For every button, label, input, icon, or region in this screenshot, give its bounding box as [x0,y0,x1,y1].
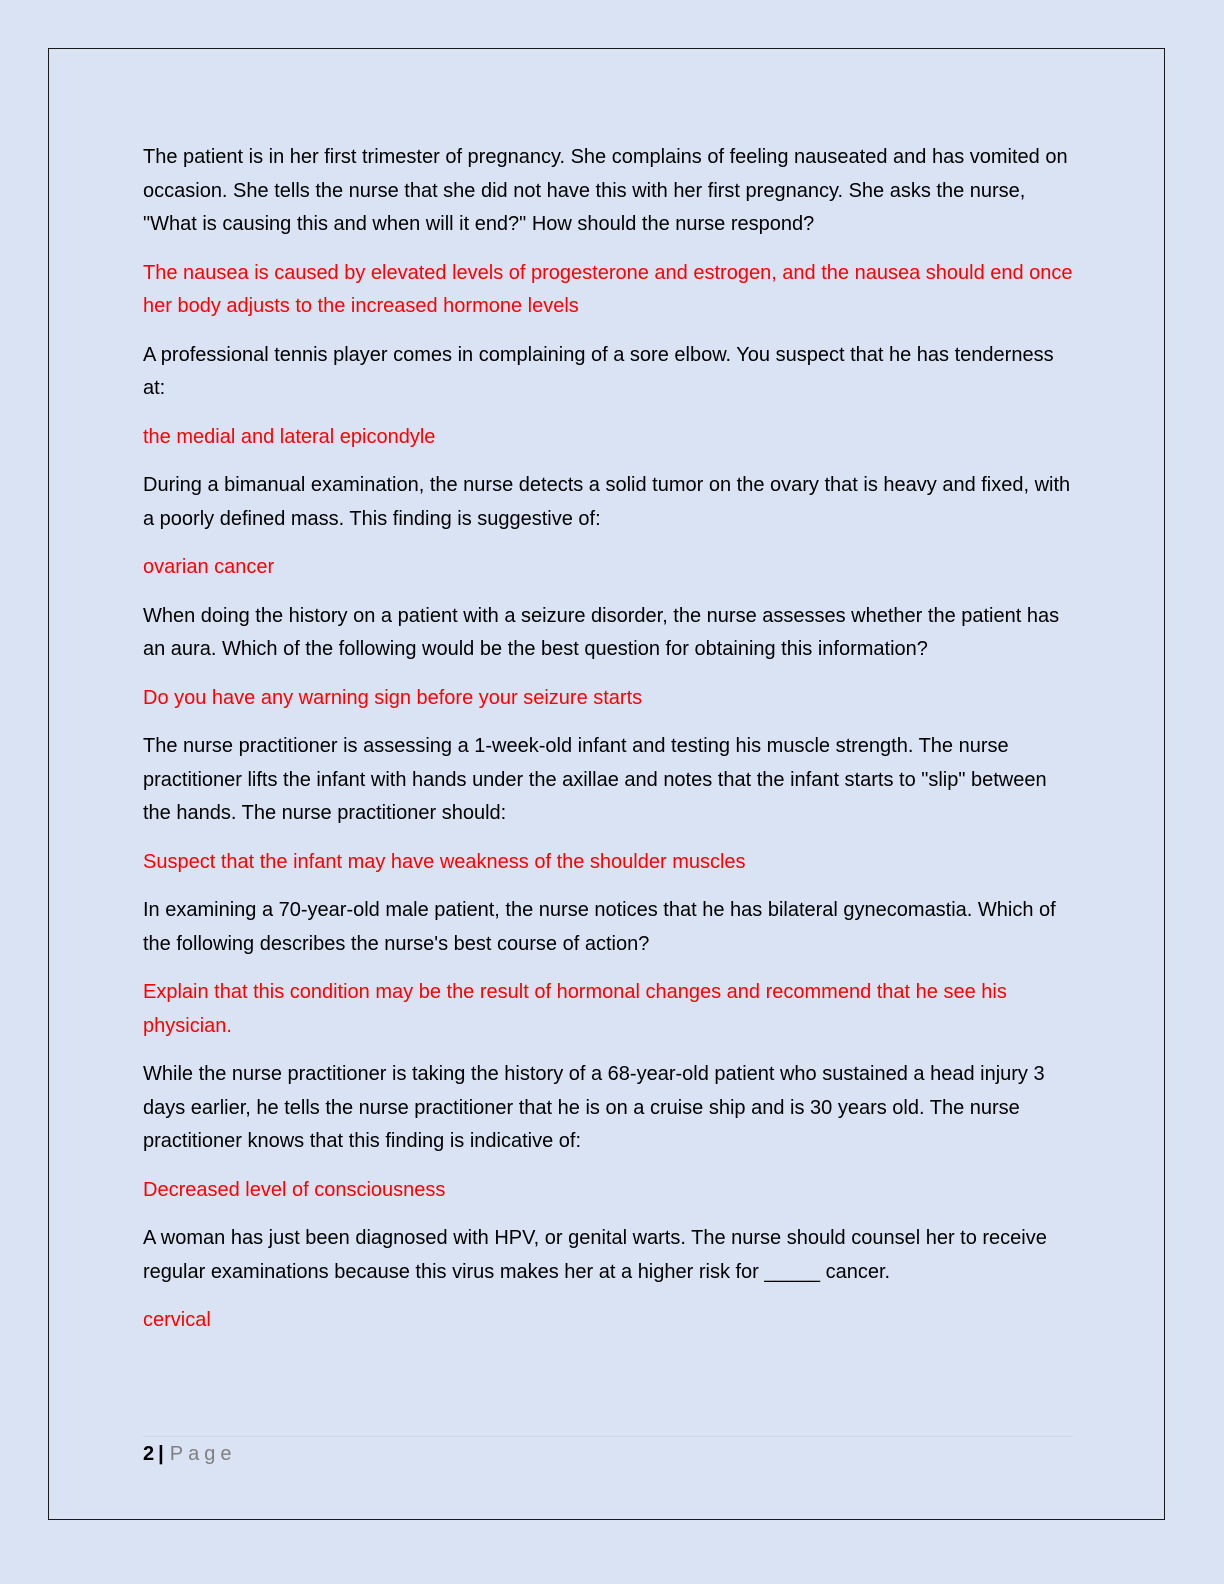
qa-item-1 [143,141,1073,324]
qa-item-7 [143,1058,1073,1207]
answer-text: Decreased level of consciousness [143,1178,446,1201]
qa-item-6 [143,894,1073,1043]
question-text: The nurse practitioner is assessing a 1-week-old infant and testing his muscle strength. The nurse practitioner lifts the infant with hands under the axillae and notes that the infant starts to "slip" between the hands. The nurse practitioner should: [143,735,1047,824]
answer-text: Suspect that the infant may have weakness of the shoulder muscles [143,850,746,873]
answer-text: the medial and lateral epicondyle [143,425,436,448]
page-footer [143,1440,236,1468]
question-text: During a bimanual examination, the nurse detects a solid tumor on the ovary that is heavy and fixed, with a poorly defined mass. This finding is suggestive of: [143,474,1071,530]
qa-item-8 [143,1222,1073,1338]
document-body [143,141,1073,1353]
qa-item-3 [143,469,1073,585]
answer-text: cervical [143,1309,211,1331]
page-label: Page [169,1443,237,1465]
page-number: 2 [143,1443,155,1465]
question-text: When doing the history on a patient with a seizure disorder, the nurse assesses whether the patient has an aura. Which of the following would be the best question for obtaining this information? [143,604,1060,660]
footer-divider [143,1436,1073,1437]
question-text: In examining a 70-year-old male patient, the nurse notices that he has bilateral gynecomastia. Which of the following describes the nurse's best course of action? [143,899,1056,955]
question-text: The patient is in her first trimester of pregnancy. She complains of feeling nauseated and has vomited on occasion. She tells the nurse that she did not have this with her first pregnancy. She asks the nurse, "What is causing this and when will it end?" How should the nurse respond? [143,146,1068,235]
qa-item-4 [143,600,1073,716]
question-text: While the nurse practitioner is taking the history of a 68-year-old patient who sustained a head injury 3 days earlier, he tells the nurse practitioner that he is on a cruise ship and is 30 years old. The nurse practitioner knows that this finding is indicative of: [143,1063,1045,1152]
footer-separator: | [158,1443,164,1465]
answer-text: Explain that this condition may be the result of hormonal changes and recommend that he see his physician. [143,981,1007,1037]
qa-item-2 [143,339,1073,455]
answer-text: ovarian cancer [143,556,275,578]
question-text: A woman has just been diagnosed with HPV, or genital warts. The nurse should counsel her to receive regular examinations because this virus makes her at a higher risk for _____ cancer. [143,1227,1047,1283]
answer-text: Do you have any warning sign before your seizure starts [143,686,643,709]
qa-item-5 [143,730,1073,879]
answer-text: The nausea is caused by elevated levels of progesterone and estrogen, and the nausea should end once her body adjusts to the increased hormone levels [143,261,1073,317]
question-text: A professional tennis player comes in complaining of a sore elbow. You suspect that he has tenderness at: [143,343,1054,399]
